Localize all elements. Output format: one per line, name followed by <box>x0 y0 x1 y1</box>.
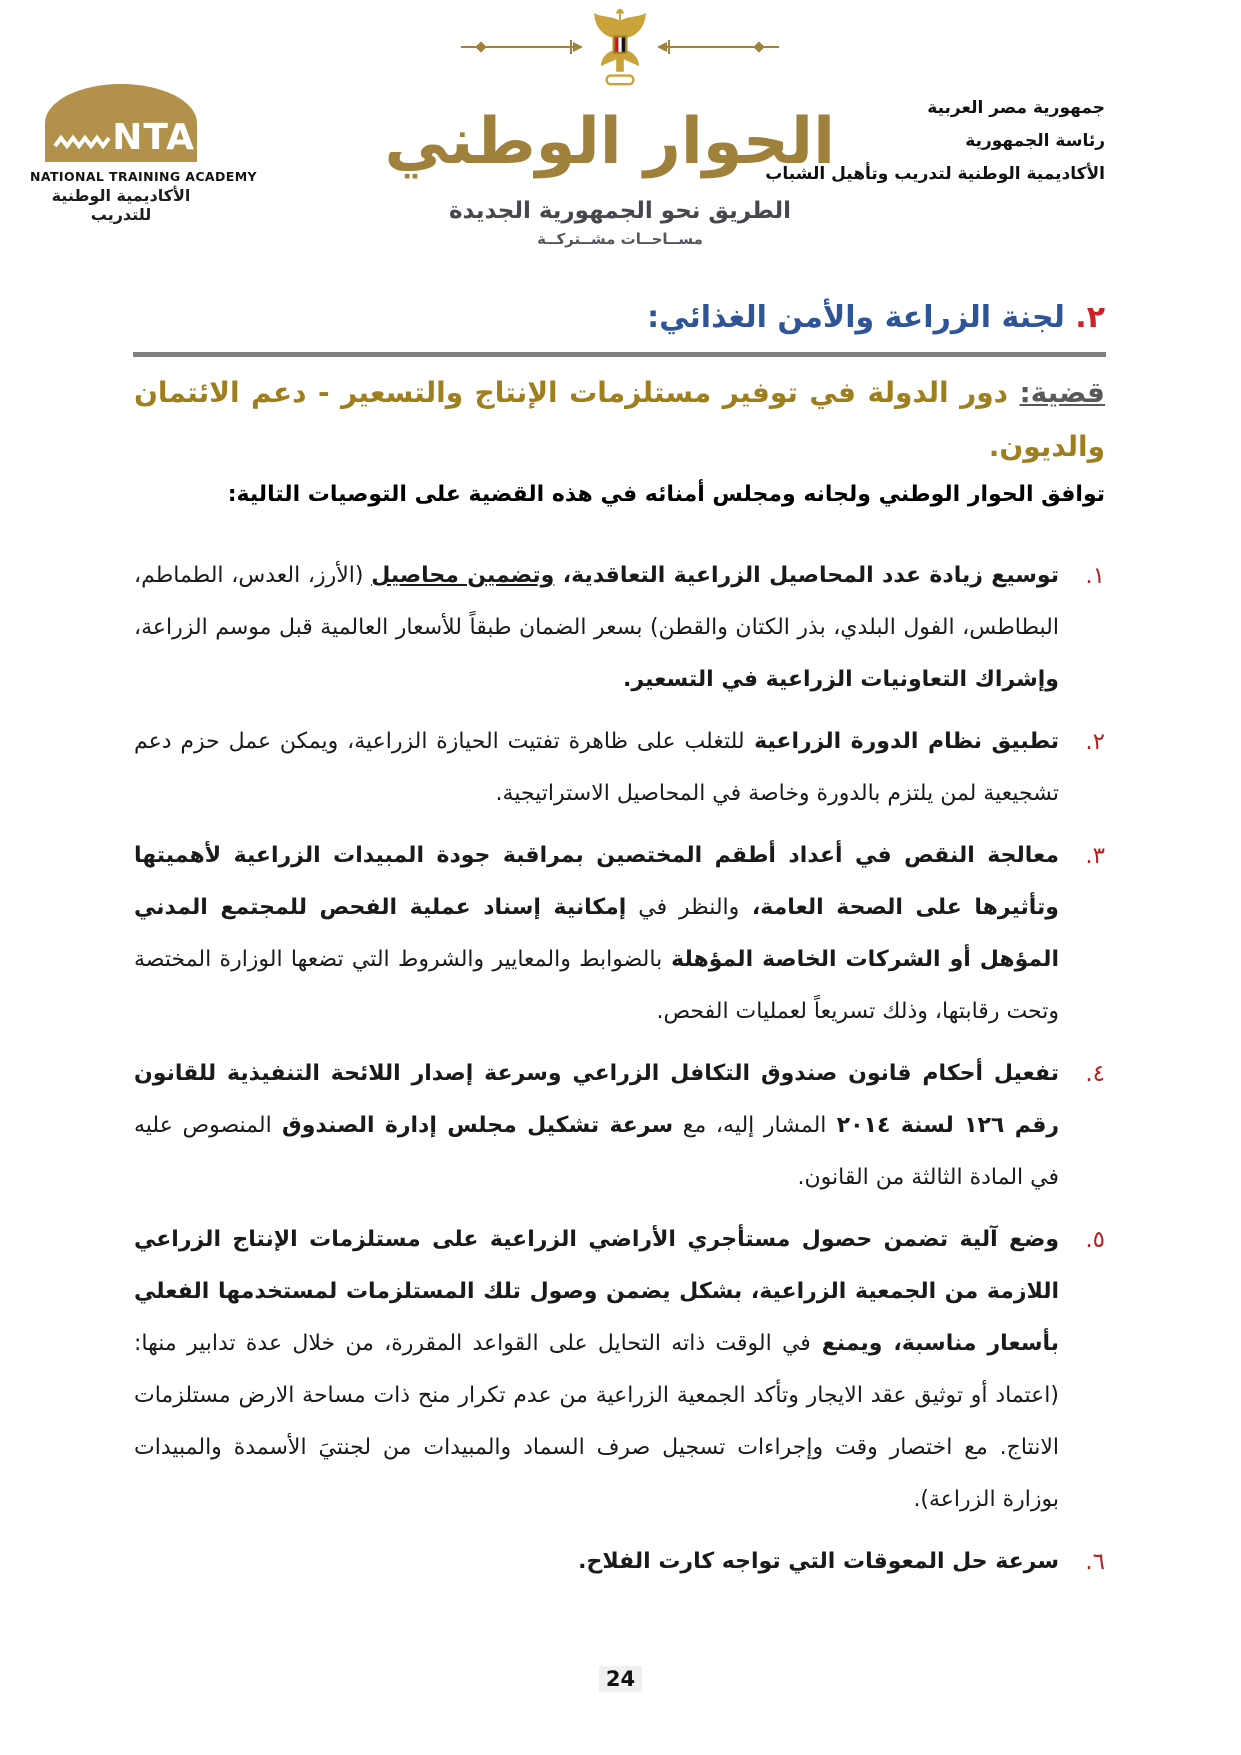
topic-label: قضية: <box>1019 376 1105 409</box>
nta-name-ar: الأكاديمية الوطنية للتدريب <box>51 186 191 224</box>
nta-acronym: NTA <box>112 117 195 158</box>
section-number: ٢. <box>1075 300 1105 335</box>
nta-logo <box>30 84 258 224</box>
item-text: وضع آلية تضمن حصول مستأجري الأراضي الزراعية على مستلزمات الإنتاج الزراعي اللازمة من الجمعية الزراعية، بشكل يضمن وصول تلك المستلزمات لمستخدمها الفعلي بأسعار مناسبة، ويمنع في الوقت ذاته التحايل على القواعد المقررة، من خلال عدة تدابير منها: (اعتماد أو توثيق عقد الايجار وتأكد الجمعية الزراعية من عدم تكرار منح ذات مساحة الارض مستلزمات الانتاج. مع اختصار وقت وإجراءات تسجيل صرف السماد والمبيدات من لجنتيَ الأسمدة والمبيدات بوزارة الزراعة). <box>134 1227 1059 1512</box>
intro-line: توافق الحوار الوطني ولجانه ومجلس أمنائه في هذه القضية على التوصيات التالية: <box>227 482 1105 507</box>
item-number: ١. <box>1085 563 1105 589</box>
emblem-row <box>405 6 835 88</box>
nta-name-en: NATIONAL TRAINING ACADEMY <box>30 169 258 184</box>
state-line-academy: الأكاديمية الوطنية لتدريب وتأهيل الشباب <box>765 164 1105 184</box>
list-item <box>134 830 1105 1038</box>
national-dialogue-calligraphy: الحوار الوطني <box>384 105 835 179</box>
item-text: تطبيق نظام الدورة الزراعية للتغلب على ظاهرة تفتيت الحيازة الزراعية، ويمكن عمل حزم دعم تشجيعية لمن يلتزم بالدورة وخاصة في المحاصيل الاستراتيجية. <box>134 729 1060 806</box>
item-text: سرعة حل المعوقات التي تواجه كارت الفلاح. <box>578 1549 1059 1574</box>
state-line-presidency: رئاسة الجمهورية <box>965 131 1105 151</box>
page-number-value: 24 <box>599 1666 642 1692</box>
list-item <box>134 550 1105 706</box>
item-number: ٢. <box>1085 729 1105 755</box>
dialogue-subtagline: مســاحــات مشــتركــة <box>537 230 703 248</box>
item-number: ٣. <box>1085 843 1105 869</box>
recommendations-list <box>134 550 1105 1598</box>
item-number: ٤. <box>1085 1061 1105 1087</box>
national-dialogue-logo <box>384 6 835 248</box>
state-line-country: جمهورية مصر العربية <box>927 98 1105 118</box>
list-item <box>134 1048 1105 1204</box>
topic-text: دور الدولة في توفير مستلزمات الإنتاج والتسعير - دعم الائتمان والديون. <box>134 376 1105 463</box>
item-text: توسيع زيادة عدد المحاصيل الزراعية التعاقدية، وتضمين محاصيل (الأرز، العدس، الطماطم، البطاطس، الفول البلدي، بذر الكتان والقطن) بسعر الضمان طبقاً للأسعار العالمية قبل موسم الزراعة، وإشراك التعاونيات الزراعية في التسعير. <box>134 563 1059 692</box>
list-item <box>134 1214 1105 1526</box>
page-number <box>0 1666 1241 1692</box>
dialogue-tagline: الطريق نحو الجمهورية الجديدة <box>448 198 792 224</box>
divider-arrow-icon <box>453 38 585 56</box>
section-title-text: لجنة الزراعة والأمن الغذائي: <box>647 300 1065 335</box>
list-item <box>134 1536 1105 1588</box>
divider-arrow-icon <box>655 38 787 56</box>
item-text: تفعيل أحكام قانون صندوق التكافل الزراعي وسرعة إصدار اللائحة التنفيذية للقانون رقم ١٢٦ لسنة ٢٠١٤ المشار إليه، مع سرعة تشكيل مجلس إدارة الصندوق المنصوص عليه في المادة الثالثة من القانون. <box>134 1061 1060 1190</box>
item-number: ٥. <box>1085 1227 1105 1253</box>
nta-dome-logo <box>45 84 197 162</box>
item-number: ٦. <box>1085 1549 1105 1575</box>
title-rule <box>133 352 1106 357</box>
list-item <box>134 716 1105 820</box>
item-text: معالجة النقص في أعداد أطقم المختصين بمراقبة جودة المبيدات الزراعية لأهميتها وتأثيرها على الصحة العامة، والنظر في إمكانية إسناد عملية الفحص للمجتمع المدني المؤهل أو الشركات الخاصة المؤهلة بالضوابط والمعايير والشروط التي تضعها الوزارة المختصة وتحت رقابتها، وذلك تسريعاً لعمليات الفحص. <box>134 843 1059 1024</box>
zigzag-icon <box>53 134 111 150</box>
topic-heading <box>134 366 1105 474</box>
egypt-eagle-icon <box>591 7 649 87</box>
section-title <box>134 300 1105 335</box>
